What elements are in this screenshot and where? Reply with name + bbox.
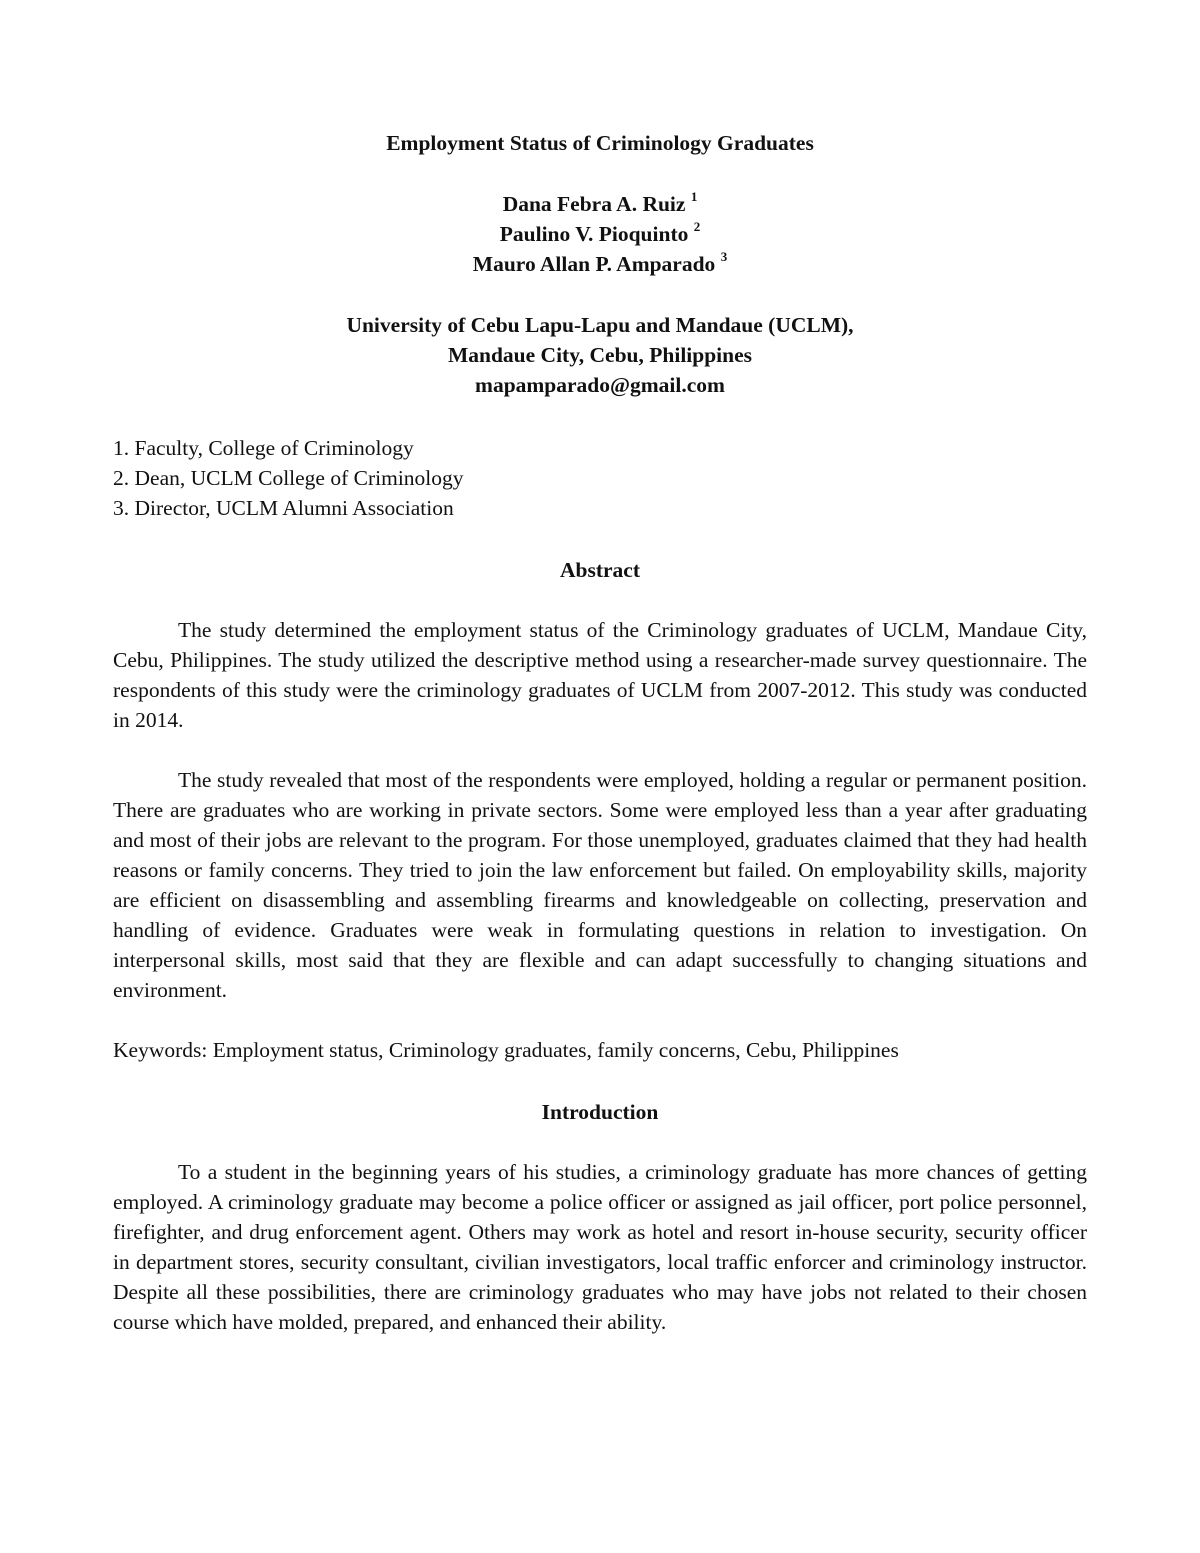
author-name: Mauro Allan P. Amparado <box>472 252 716 276</box>
author-name: Paulino V. Pioquinto <box>499 222 689 246</box>
abstract-heading: Abstract <box>559 558 640 582</box>
author-name: Dana Febra A. Ruiz <box>502 192 686 216</box>
introduction-paragraph: To a student in the beginning years of his studies, a criminology graduate has more chances of getting employed. A criminology graduate may become a police officer or assigned as jail officer, port police personnel, firefighter, and drug enforcement agent. Others may work as hotel and resort in-house security, security officer in department stores, security consultant, civilian investigators, local traffic enforcer and criminology instructor. Despite all these possibilities, there are criminology graduates who may have jobs not related to their chosen course which have molded, prepared, and enhanced their ability. <box>113 1160 1087 1334</box>
paper-title: Employment Status of Criminology Graduates <box>386 131 814 155</box>
introduction-heading: Introduction <box>541 1100 659 1124</box>
author-affiliation-mark: 1 <box>690 188 698 204</box>
author-affiliation-mark: 2 <box>693 218 701 234</box>
author-line <box>113 189 1087 219</box>
author-affiliation-mark: 3 <box>720 248 728 264</box>
abstract-paragraph: The study determined the employment status of the Criminology graduates of UCLM, Mandaue City, Cebu, Philippines. The study utilized the descriptive method using a researcher-made survey questionnaire. The respondents of this study were the criminology graduates of UCLM from 2007-2012. This study was conducted in 2014. <box>113 618 1087 732</box>
university-location: Mandaue City, Cebu, Philippines <box>447 343 753 367</box>
page-content <box>113 128 1087 1337</box>
contact-email: mapamparado@gmail.com <box>475 373 725 397</box>
author-list <box>113 189 1087 279</box>
author-role: 2. Dean, UCLM College of Criminology <box>113 466 464 490</box>
abstract-paragraph: The study revealed that most of the respondents were employed, holding a regular or permanent position. There are graduates who are working in private sectors. Some were employed less than a year after graduating and most of their jobs are relevant to the program. For those unemployed, graduates claimed that they had health reasons or family concerns. They tried to join the law enforcement but failed. On employability skills, majority are efficient on disassembling and assembling firearms and knowledgeable on collecting, preservation and handling of evidence. Graduates were weak in formulating questions in relation to investigation. On interpersonal skills, most said that they are flexible and can adapt successfully to changing situations and environment. <box>113 768 1087 1002</box>
author-roles-list <box>113 433 1087 523</box>
author-role: 3. Director, UCLM Alumni Association <box>113 496 454 520</box>
affiliation-block <box>113 310 1087 400</box>
author-line <box>113 249 1087 279</box>
university-name: University of Cebu Lapu-Lapu and Mandaue (UCLM), <box>346 313 854 337</box>
keywords-line: Keywords: Employment status, Criminology graduates, family concerns, Cebu, Philippines <box>113 1038 899 1062</box>
author-role: 1. Faculty, College of Criminology <box>113 436 414 460</box>
author-line <box>113 219 1087 249</box>
